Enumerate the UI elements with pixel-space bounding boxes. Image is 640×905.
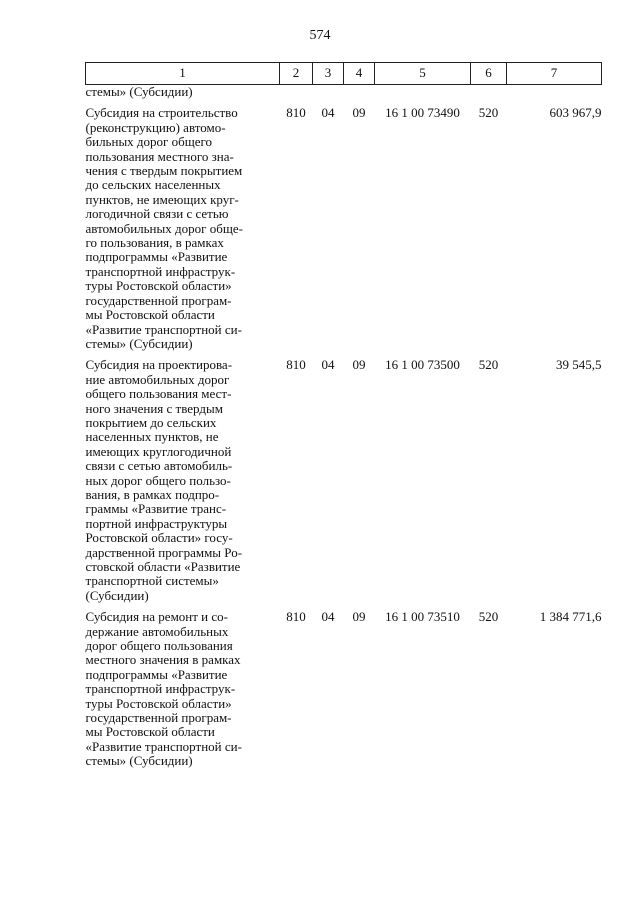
description-line: «Развитие транспортной си-: [85, 738, 242, 754]
description-line: чения с твердым покрытием: [85, 163, 243, 179]
subsection-code: 09: [352, 105, 366, 121]
description-line: подпрограммы «Развитие: [85, 666, 228, 682]
description-line: транспортной системы»: [85, 573, 219, 589]
column-header-5: 5: [375, 63, 471, 85]
table-row: [86, 603, 602, 768]
description-line: портной инфраструктуры: [85, 515, 228, 531]
ministry-code: 810: [286, 609, 306, 625]
expense-type-code: 520: [478, 105, 499, 121]
description-line: связи с сетью автомобиль-: [85, 458, 233, 474]
section-code: 04: [321, 105, 335, 121]
column-header-1: 1: [86, 63, 280, 85]
description-line: автомобильных дорог обще-: [85, 220, 243, 236]
description-line: имеющих круглогодичной: [85, 443, 232, 459]
row-description: [86, 99, 280, 351]
description-line: (Субсидии): [85, 587, 149, 603]
description-line: ного значения с твердым: [85, 400, 223, 416]
description-line: до сельских населенных: [85, 177, 221, 193]
amount: 603 967,9: [549, 105, 602, 121]
description-line: Ростовской области» госу-: [85, 530, 233, 546]
header-row: [86, 63, 602, 85]
ministry-code: 810: [286, 357, 306, 373]
description-line: пунктов, не имеющих круг-: [85, 191, 239, 207]
column-header-7: 7: [507, 63, 602, 85]
description-line: мы Ростовской области: [85, 724, 215, 740]
expense-type-code: 520: [478, 609, 499, 625]
description-line: (реконструкцию) автомо-: [85, 119, 226, 135]
amount: 1 384 771,6: [539, 609, 602, 625]
table-row: [86, 99, 602, 351]
description-line: го пользования, в рамках: [85, 235, 224, 251]
row-description: [86, 603, 280, 768]
description-line: ных дорог общего пользо-: [85, 472, 231, 488]
description-line: Субсидия на ремонт и со-: [85, 609, 228, 625]
description-line: подпрограммы «Развитие: [85, 249, 228, 265]
description-line: вания, в рамках подпро-: [85, 486, 220, 502]
description-line: общего пользования мест-: [85, 386, 232, 402]
description-line: стемы» (Субсидии): [85, 753, 193, 769]
description-line: транспортной инфраструк-: [85, 681, 236, 697]
description-line: стемы» (Субсидии): [85, 335, 193, 351]
row-description: [86, 351, 280, 603]
table-row: [86, 351, 602, 603]
description-line: туры Ростовской области»: [85, 695, 232, 711]
description-line: покрытием до сельских: [85, 414, 217, 430]
target-article-code: 16 1 00 73500: [385, 357, 460, 373]
section-code: 04: [321, 609, 335, 625]
description-line: местного значения в рамках: [85, 652, 241, 668]
budget-table: [85, 62, 602, 769]
target-article-code: 16 1 00 73510: [385, 609, 460, 625]
description-line: мы Ростовской области: [85, 307, 215, 323]
description-line: держание автомобильных: [85, 623, 229, 639]
description-line: граммы «Развитие транс-: [85, 501, 227, 517]
description-line: «Развитие транспортной си-: [85, 321, 242, 337]
description-line: пользования местного зна-: [85, 148, 234, 164]
description-line: логодичной связи с сетью: [85, 206, 229, 222]
target-article-code: 16 1 00 73490: [385, 105, 460, 121]
description-line: бильных дорог общего: [85, 134, 213, 150]
description-line: Субсидия на строительство: [85, 105, 238, 121]
description-line: ние автомобильных дорог: [85, 371, 230, 387]
column-header-4: 4: [344, 63, 375, 85]
column-header-3: 3: [313, 63, 344, 85]
continuation-row: [86, 85, 602, 100]
amount: 39 545,5: [556, 357, 602, 373]
continuation-text: стемы» (Субсидии): [85, 84, 193, 99]
subsection-code: 09: [352, 357, 366, 373]
description-line: дорог общего пользования: [85, 638, 233, 654]
description-line: стовской области «Развитие: [85, 559, 241, 574]
description-line: Субсидия на проектирова-: [85, 357, 233, 373]
description-line: дарственной программы Ро-: [85, 544, 243, 560]
subsection-code: 09: [352, 609, 366, 625]
description-line: туры Ростовской области»: [85, 278, 232, 294]
column-header-2: 2: [280, 63, 313, 85]
expense-type-code: 520: [478, 357, 499, 373]
ministry-code: 810: [286, 105, 306, 121]
section-code: 04: [321, 357, 335, 373]
description-line: государственной програм-: [85, 292, 232, 308]
description-line: населенных пунктов, не: [85, 429, 219, 445]
column-header-6: 6: [471, 63, 507, 85]
page-number: 574: [309, 28, 331, 43]
description-line: транспортной инфраструк-: [85, 263, 236, 279]
description-line: государственной програм-: [85, 710, 232, 726]
